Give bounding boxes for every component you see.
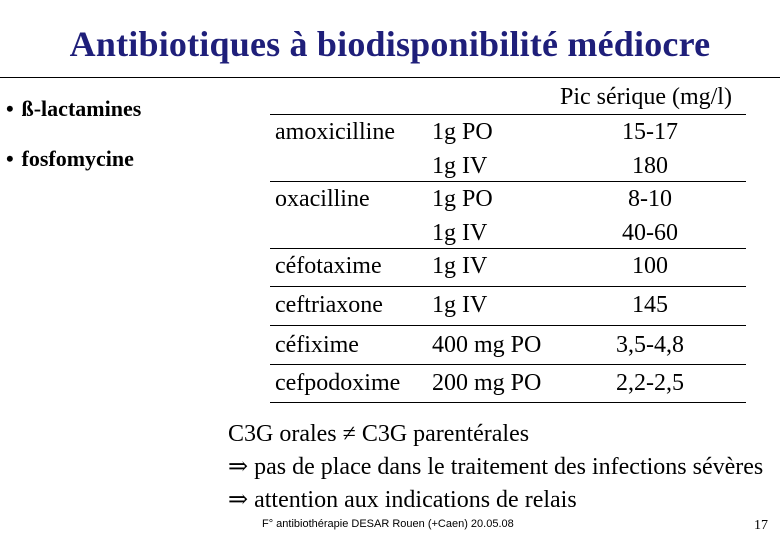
dose-line: 200 mg PO	[432, 370, 542, 396]
dose-line: 1g PO	[432, 186, 493, 212]
dose-cell	[432, 115, 493, 183]
dose-line: 1g IV	[432, 292, 488, 318]
drug-name: céfixime	[275, 332, 359, 358]
dose-cell	[432, 249, 487, 283]
note-line-c3g-comparison: C3G orales ≠ C3G parentérales	[228, 421, 530, 447]
peak-line: 3,5-4,8	[616, 332, 684, 358]
peak-cell	[580, 328, 720, 362]
dose-cell	[432, 182, 493, 250]
note-line-no-severe-infections: ⇒ pas de place dans le traitement des infections sévères	[228, 454, 764, 480]
peak-line: 180	[632, 153, 668, 179]
column-header-pic-serique: Pic sérique (mg/l)	[560, 84, 732, 110]
peak-line: 2,2-2,5	[616, 370, 684, 396]
table-rule	[270, 402, 746, 403]
note-line-relay-indications: ⇒ attention aux indications de relais	[228, 487, 577, 513]
table-rule	[270, 364, 746, 365]
slide-title: Antibiotiques à biodisponibilité médiocre	[69, 24, 711, 64]
dose-cell	[432, 288, 487, 322]
peak-cell	[580, 288, 720, 322]
peak-line: 40-60	[622, 220, 678, 246]
slide-footer: F° antibiothérapie DESAR Rouen (+Caen) 20.05.08	[262, 518, 514, 530]
dose-cell	[432, 366, 541, 400]
dose-line: 1g IV	[432, 253, 488, 279]
peak-line: 145	[632, 292, 668, 318]
dose-line: 1g IV	[432, 220, 488, 246]
bullet-label-beta-lactamines: ß-lactamines	[21, 96, 142, 121]
peak-cell	[580, 115, 720, 183]
dose-line: 1g IV	[432, 153, 488, 179]
dose-cell	[432, 328, 541, 362]
table-rule	[270, 286, 746, 287]
bullet-label-fosfomycine: fosfomycine	[21, 146, 134, 171]
peak-cell	[580, 182, 720, 250]
bullet-marker: •	[6, 96, 14, 121]
bullet-marker: •	[6, 146, 14, 171]
drug-name: cefpodoxime	[275, 370, 401, 396]
dose-line: 400 mg PO	[432, 332, 542, 358]
peak-cell	[580, 366, 720, 400]
drug-name: amoxicilline	[275, 119, 395, 145]
peak-line: 8-10	[628, 186, 672, 212]
peak-cell	[580, 249, 720, 283]
peak-line: 100	[632, 253, 668, 279]
table-rule	[270, 325, 746, 326]
peak-line: 15-17	[622, 119, 678, 145]
conclusion-notes	[228, 418, 763, 517]
drug-name: ceftriaxone	[275, 292, 383, 318]
dose-line: 1g PO	[432, 119, 493, 145]
drug-name: céfotaxime	[275, 253, 382, 279]
drug-name: oxacilline	[275, 186, 370, 212]
page-number: 17	[754, 518, 768, 533]
